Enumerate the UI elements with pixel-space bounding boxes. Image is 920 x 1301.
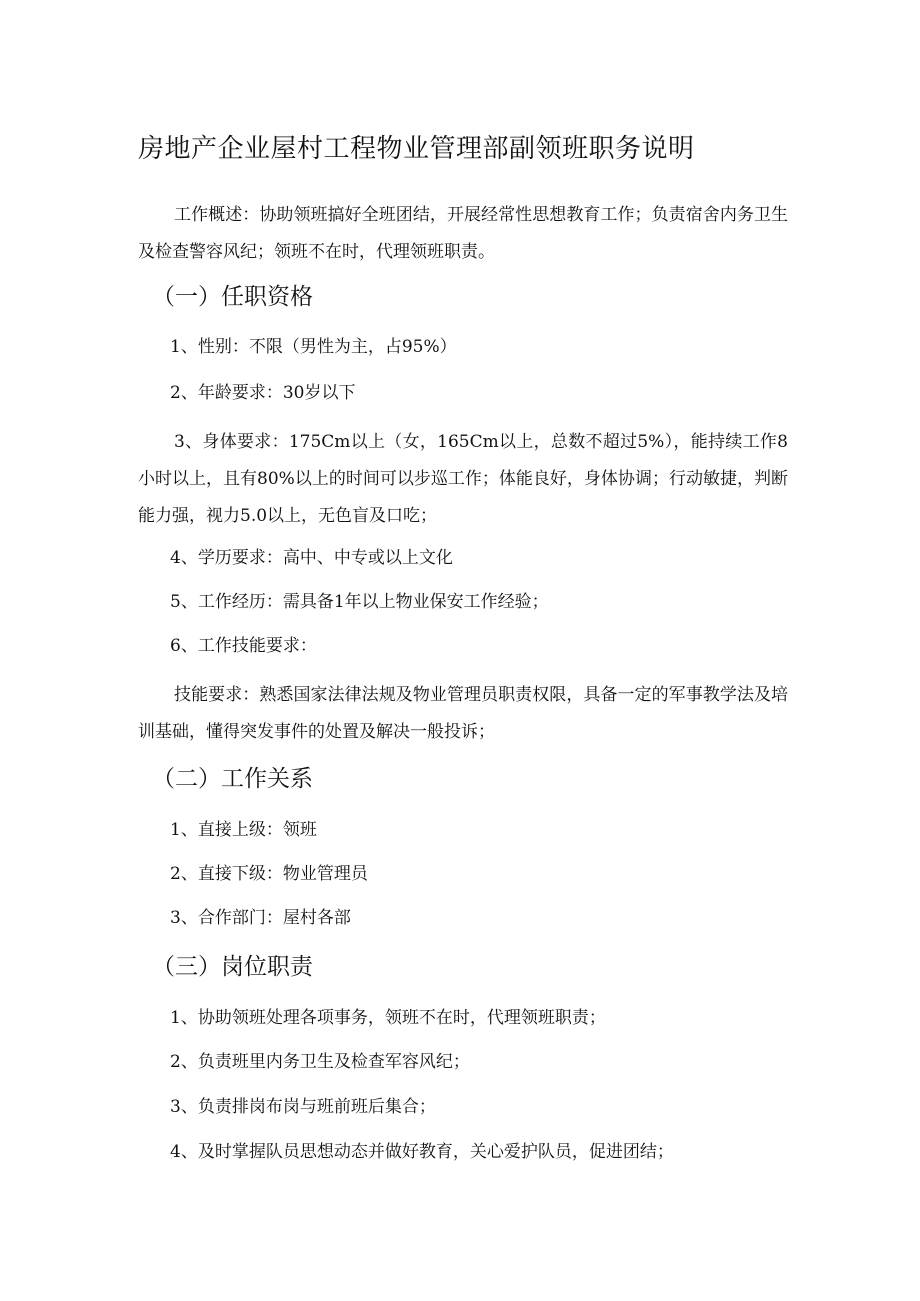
list-item: 3、负责排岗布岗与班前班后集合；	[170, 1097, 436, 1117]
list-item: 3、合作部门：屋村各部	[170, 908, 351, 928]
section-heading-qualifications: （一）任职资格	[152, 284, 313, 310]
skills-paragraph	[138, 677, 788, 751]
list-item: 1、协助领班处理各项事务，领班不在时，代理领班职责；	[170, 1008, 606, 1028]
list-item: 1、性别：不限（男性为主，占95%）	[170, 337, 457, 357]
body-requirement-paragraph	[138, 424, 788, 535]
section-heading-duties: （三）岗位职责	[152, 954, 313, 980]
list-item: 4、学历要求：高中、中专或以上文化	[170, 548, 453, 568]
overview-text: 工作概述：协助领班搞好全班团结，开展经常性思想教育工作；负责宿舍内务卫生及检查警容风纪；领班不在时，代理领班职责。	[138, 205, 788, 262]
overview-paragraph	[138, 197, 788, 271]
list-item: 2、直接下级：物业管理员	[170, 864, 368, 884]
document-title: 房地产企业屋村工程物业管理部副领班职务说明	[138, 134, 695, 164]
list-item: 6、工作技能要求：	[170, 636, 317, 656]
list-item: 4、及时掌握队员思想动态并做好教育，关心爱护队员，促进团结；	[170, 1142, 674, 1162]
body-requirement-text: 3、身体要求：175Cm以上（女，165Cm以上，总数不超过5%），能持续工作8小时以上，且有80%以上的时间可以步巡工作；体能良好，身体协调；行动敏捷，判断能力强，视力5.0以上，无色盲及口吃；	[138, 432, 788, 526]
skills-text: 技能要求：熟悉国家法律法规及物业管理员职责权限，具备一定的军事教学法及培训基础，懂得突发事件的处置及解决一般投诉；	[138, 685, 788, 742]
list-item: 2、年龄要求：30岁以下	[170, 383, 356, 403]
section-heading-relations: （二）工作关系	[152, 766, 313, 792]
list-item: 2、负责班里内务卫生及检查军容风纪；	[170, 1052, 470, 1072]
list-item: 5、工作经历：需具备1年以上物业保安工作经验；	[170, 592, 549, 612]
list-item: 1、直接上级：领班	[170, 820, 317, 840]
